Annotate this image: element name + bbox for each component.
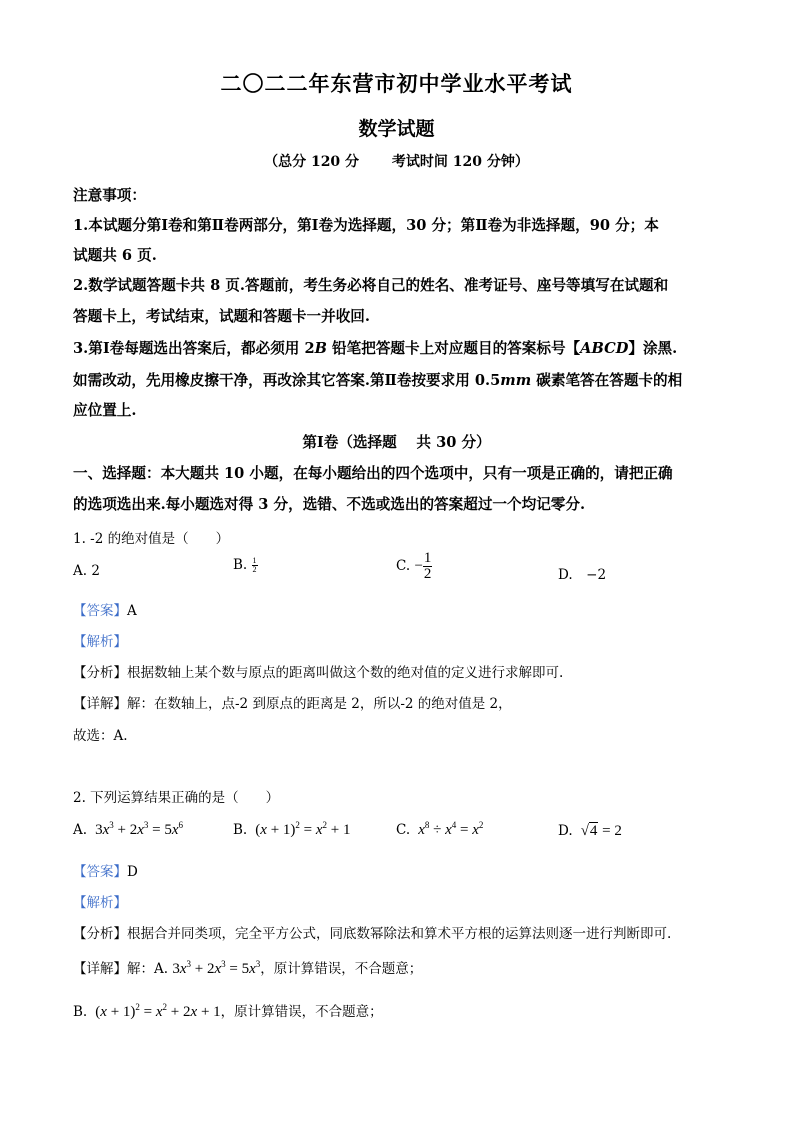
q1-stem: 1. -2 的绝对值是（ ） — [73, 531, 230, 547]
q2-analysis-tag: 【解析】 — [73, 895, 127, 911]
q2-option-d: D. √4 = 2 — [558, 823, 622, 839]
q1-option-b: B. $\frac{1}{2}$ — [233, 556, 257, 574]
q2-answer: 【答案】D — [73, 864, 138, 880]
q1-option-c-fraction: $\frac{1}{2}$ — [423, 550, 432, 582]
q1-choose: 故选：A. — [73, 728, 128, 744]
q2-option-c: C. $x^8 \div x^4 = x^2$ — [396, 820, 484, 838]
q2-stem: 2. 下列运算结果正确的是（ ） — [73, 790, 280, 806]
q1-fenxi: 【分析】根据数轴上某个数与原点的距离叫做这个数的绝对值的定义进行求解即可. — [73, 665, 564, 681]
q2-detail-a: 【详解】解：A. $3x^3 + 2x^3 = 5x^3$，原计算错误，不合题意； — [73, 959, 423, 977]
q1-option-d: D. −2 — [558, 567, 607, 583]
q2-option-a: A. $3x^3 + 2x^3 = 5x^6$ — [73, 820, 184, 838]
section-1-intro-line-1: 一、选择题：本大题共 10 小题，在每小题给出的四个选项中，只有一项是正确的，请把正确 — [73, 465, 673, 482]
section-1-intro-line-2: 的选项选出来.每小题选对得 3 分，选错、不选或选出的答案超过一个均记零分. — [73, 496, 586, 513]
q1-option-b-fraction: $\frac{1}{2}$ — [252, 556, 257, 574]
notice-item-2-line-2: 答题卡上，考试结束，试题和答题卡一并收回. — [73, 308, 370, 325]
q1-option-c: C. − $\frac{1}{2}$ — [396, 550, 432, 582]
q1-analysis-tag: 【解析】 — [73, 634, 127, 650]
q1-option-a: A. 2 — [73, 563, 100, 579]
notice-heading: 注意事项： — [73, 187, 146, 204]
notice-item-3-line-2: 如需改动，先用橡皮擦干净，再改涂其它答案.第Ⅱ卷按要求用 0.5mm 碳素笔答在答题卡的相 — [73, 372, 683, 389]
exam-subtitle: 数学试题 — [358, 118, 435, 140]
score-time: （总分 120 分 考试时间 120 分钟） — [264, 154, 529, 170]
notice-item-1-line-2: 试题共 6 页. — [73, 247, 157, 264]
exam-title: 二〇二二年东营市初中学业水平考试 — [220, 71, 573, 96]
notice-item-3-line-1: 3.第Ⅰ卷每题选出答案后，都必须用 2B 铅笔把答题卡上对应题目的答案标号【ABCD】涂黑. — [73, 340, 678, 357]
q1-answer: 【答案】A — [73, 603, 137, 619]
q2-detail-b: B. $(x + 1)^2 = x^2 + 2x + 1$，原计算错误，不合题意； — [73, 1002, 383, 1020]
notice-item-1-line-1: 1.本试题分第Ⅰ卷和第Ⅱ卷两部分，第Ⅰ卷为选择题，30 分；第Ⅱ卷为非选择题，90 分；本 — [73, 217, 659, 234]
section-1-title: 第Ⅰ卷（选择题 共 30 分） — [302, 434, 491, 451]
notice-item-3-line-3: 应位置上. — [73, 402, 137, 419]
q2-option-b: B. $(x + 1)^2 = x^2 + 1$ — [233, 820, 351, 838]
q1-detail: 【详解】解：在数轴上，点-2 到原点的距离是 2，所以-2 的绝对值是 2， — [73, 696, 512, 712]
notice-item-2-line-1: 2.数学试题答题卡共 8 页.答题前，考生务必将自己的姓名、准考证号、座号等填写在试题和 — [73, 277, 669, 294]
q2-fenxi: 【分析】根据合并同类项，完全平方公式，同底数幂除法和算术平方根的运算法则逐一进行判断即可. — [73, 926, 672, 942]
